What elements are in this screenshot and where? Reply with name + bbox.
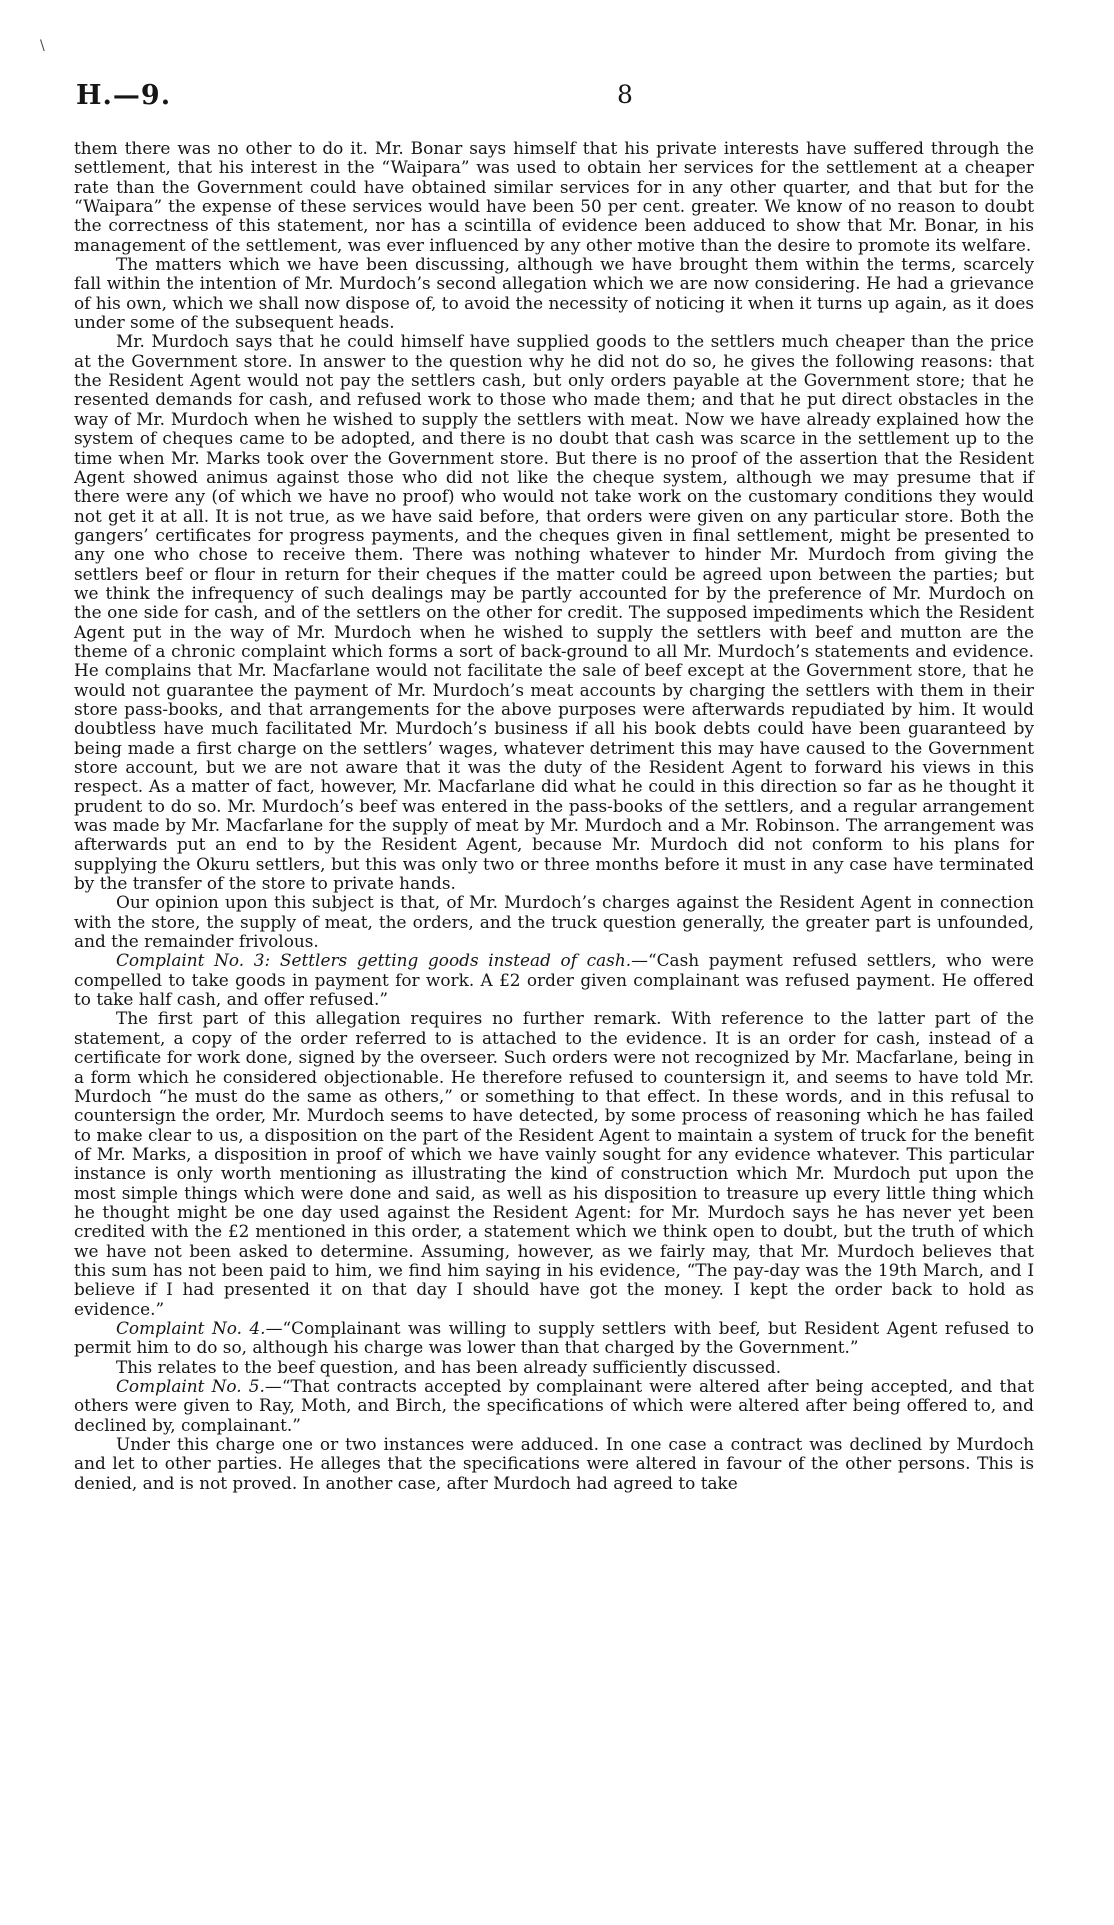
paragraph: Under this charge one or two instances were adduced. In one case a contract was declined by Murdoch and let to other parties. He alleges that the specifications were altered in favour of the other persons. This is denied, and is not proved. In another case, after Murdoch had agreed to take bbox=[74, 1434, 1034, 1493]
complaint-label: Complaint No. 4. bbox=[116, 1317, 266, 1338]
complaint-paragraph: Complaint No. 4.—“Complainant was willing to supply settlers with beef, but Resident Agent refused to permit him to do so, although his charge was lower than that charged by the Government.” bbox=[74, 1317, 1035, 1358]
running-head bbox=[72, 80, 1042, 110]
page-number: 8 bbox=[617, 80, 633, 109]
report-reference: H.—9. bbox=[76, 80, 172, 111]
paragraph: The first part of this allegation requires no further remark. With reference to the latter part of the statement, a copy of the order referred to is attached to the evidence. It is an order for cash, instead of a certificate for work done, signed by the overseer. Such orders were not recognized by Mr. Macfarlane, being in a form which he considered objectionable. He therefore refused to countersign it, and seems to have told Mr. Murdoch “he must do the same as others,” or something to that effect. In these words, and in this refusal to countersign the order, Mr. Murdoch seems to have detected, by some process of reasoning which he has failed to make clear to us, a disposition on the part of the Resident Agent to maintain a system of truck for the benefit of Mr. Marks, a disposition in proof of which we have vainly sought for any evidence whatever. This particular instance is only worth mentioning as illustrating the kind of construction which Mr. Murdoch put upon the most simple things which were done and said, as well as his disposition to treasure up every little thing which he thought might be one day used against the Resident Agent: for Mr. Murdoch says he has never yet been credited with the £2 mentioned in this order, a statement which we think open to doubt, but the truth of which we have not been asked to determine. Assuming, however, as we fairly may, that Mr. Murdoch believes that this sum has not been paid to him, we find him saying in his evidence, “The pay-day was the 19th March, and I believe if I had presented it on that day I should have got the money. I kept the order back to hold as evidence.” bbox=[74, 1008, 1034, 1319]
complaint-paragraph: Complaint No. 3: Settlers getting goods instead of cash.—“Cash payment refused settlers, who were compelled to take goods in payment for work. A £2 order given complainant was refused payment. He offered to take half cash, and offer refused.” bbox=[74, 950, 1034, 1010]
complaint-label: Complaint No. 3: Settlers getting goods instead of cash. bbox=[116, 950, 632, 971]
paragraph: Mr. Murdoch says that he could himself have supplied goods to the settlers much cheaper than the price at the Government store. In answer to the question why he did not do so, he gives the following reasons: that the Resident Agent would not pay the settlers cash, but only orders payable at the Government store; that he resented demands for cash, and refused work to those who made them; and that he put direct obstacles in the way of Mr. Murdoch when he wished to supply the settlers with meat. Now we have already explained how the system of cheques came to be adopted, and there is no doubt that cash was scarce in the settlement up to the time when Mr. Marks took over the Government store. But there is no proof of the assertion that the Resident Agent showed animus against those who did not like the cheque system, although we may presume that if there were any (of which we have no proof) who would not take work on the customary conditions they would not get it at all. It is not true, as we have said before, that orders were given on any particular store. Both the gangers’ certificates for progress payments, and the cheques given in final settlement, might be presented to any one who chose to receive them. There was nothing whatever to hinder Mr. Murdoch from giving the settlers beef or flour in return for their cheques if the matter could be agreed upon between the parties; but we think the infrequency of such dealings may be partly accounted for by the preference of Mr. Murdoch on the one side for cash, and of the settlers on the other for credit. The supposed impediments which the Resident Agent put in the way of Mr. Murdoch when he wished to supply the settlers with beef and mutton are the theme of a chronic complaint which forms a sort of back-ground to all Mr. Murdoch’s statements and evidence. He complains that Mr. Macfarlane would not facilitate the sale of beef except at the Government store, that he would not guarantee the payment of Mr. Murdoch’s meat accounts by charging the settlers with them in their store pass-books, and that arrangements for the above purposes were afterwards repudiated by him. It would doubtless have much facilitated Mr. Murdoch’s business if all his book debts could have been guaranteed by being made a first charge on the settlers’ wages, whatever detriment this may have caused to the Government store account, but we are not aware that it was the duty of the Resident Agent to forward his views in this respect. As a matter of fact, however, Mr. Macfarlane did what he could in this direction so far as he thought it prudent to do so. Mr. Murdoch’s beef was entered in the pass-books of the settlers, and a regular arrangement was made by Mr. Macfarlane for the supply of meat by Mr. Murdoch and a Mr. Robinson. The arrangement was afterwards put an end to by the Resident Agent, because Mr. Murdoch did not conform to his plans for supplying the Okuru settlers, but this was only two or three months before it must in any case have terminated by the transfer of the store to private hands. bbox=[74, 331, 1034, 894]
complaint-paragraph: Complaint No. 5.—“That contracts accepted by complainant were altered after being accepted, and that others were given to Ray, Moth, and Birch, the specifications of which were altered after being offered to, and declined by, complainant.” bbox=[74, 1376, 1034, 1435]
margin-mark: \ bbox=[40, 38, 45, 54]
paragraph: them there was no other to do it. Mr. Bonar says himself that his private interests have suffered through the settlement, that his interest in the “Waipara” was used to obtain her services for the settlement at a cheaper rate than the Government could have obtained similar services for in any other quarter, and that but for the “Waipara” the expense of these services would have been 50 per cent. greater. We know of no reason to doubt the correctness of this statement, nor has a scintilla of evidence been adduced to show that Mr. Bonar, in his management of the settlement, was ever influenced by any other motive than the desire to promote its welfare. bbox=[74, 138, 1034, 255]
paragraph: This relates to the beef question, and has been already sufficiently discussed. bbox=[116, 1356, 782, 1377]
paragraph: Our opinion upon this subject is that, of Mr. Murdoch’s charges against the Resident Agent in connection with the store, the supply of meat, the orders, and the truck question generally, the greater part is unfounded, and the remainder frivolous. bbox=[74, 892, 1034, 952]
complaint-label: Complaint No. 5. bbox=[116, 1376, 265, 1396]
body-text bbox=[74, 139, 1034, 1493]
paragraph: The matters which we have been discussing, although we have brought them within the terms, scarcely fall within the intention of Mr. Murdoch’s second allegation which we are now considering. He had a grievance of his own, which we shall now dispose of, to avoid the necessity of noticing it when it turns up again, as it does under some of the subsequent heads. bbox=[74, 254, 1034, 333]
